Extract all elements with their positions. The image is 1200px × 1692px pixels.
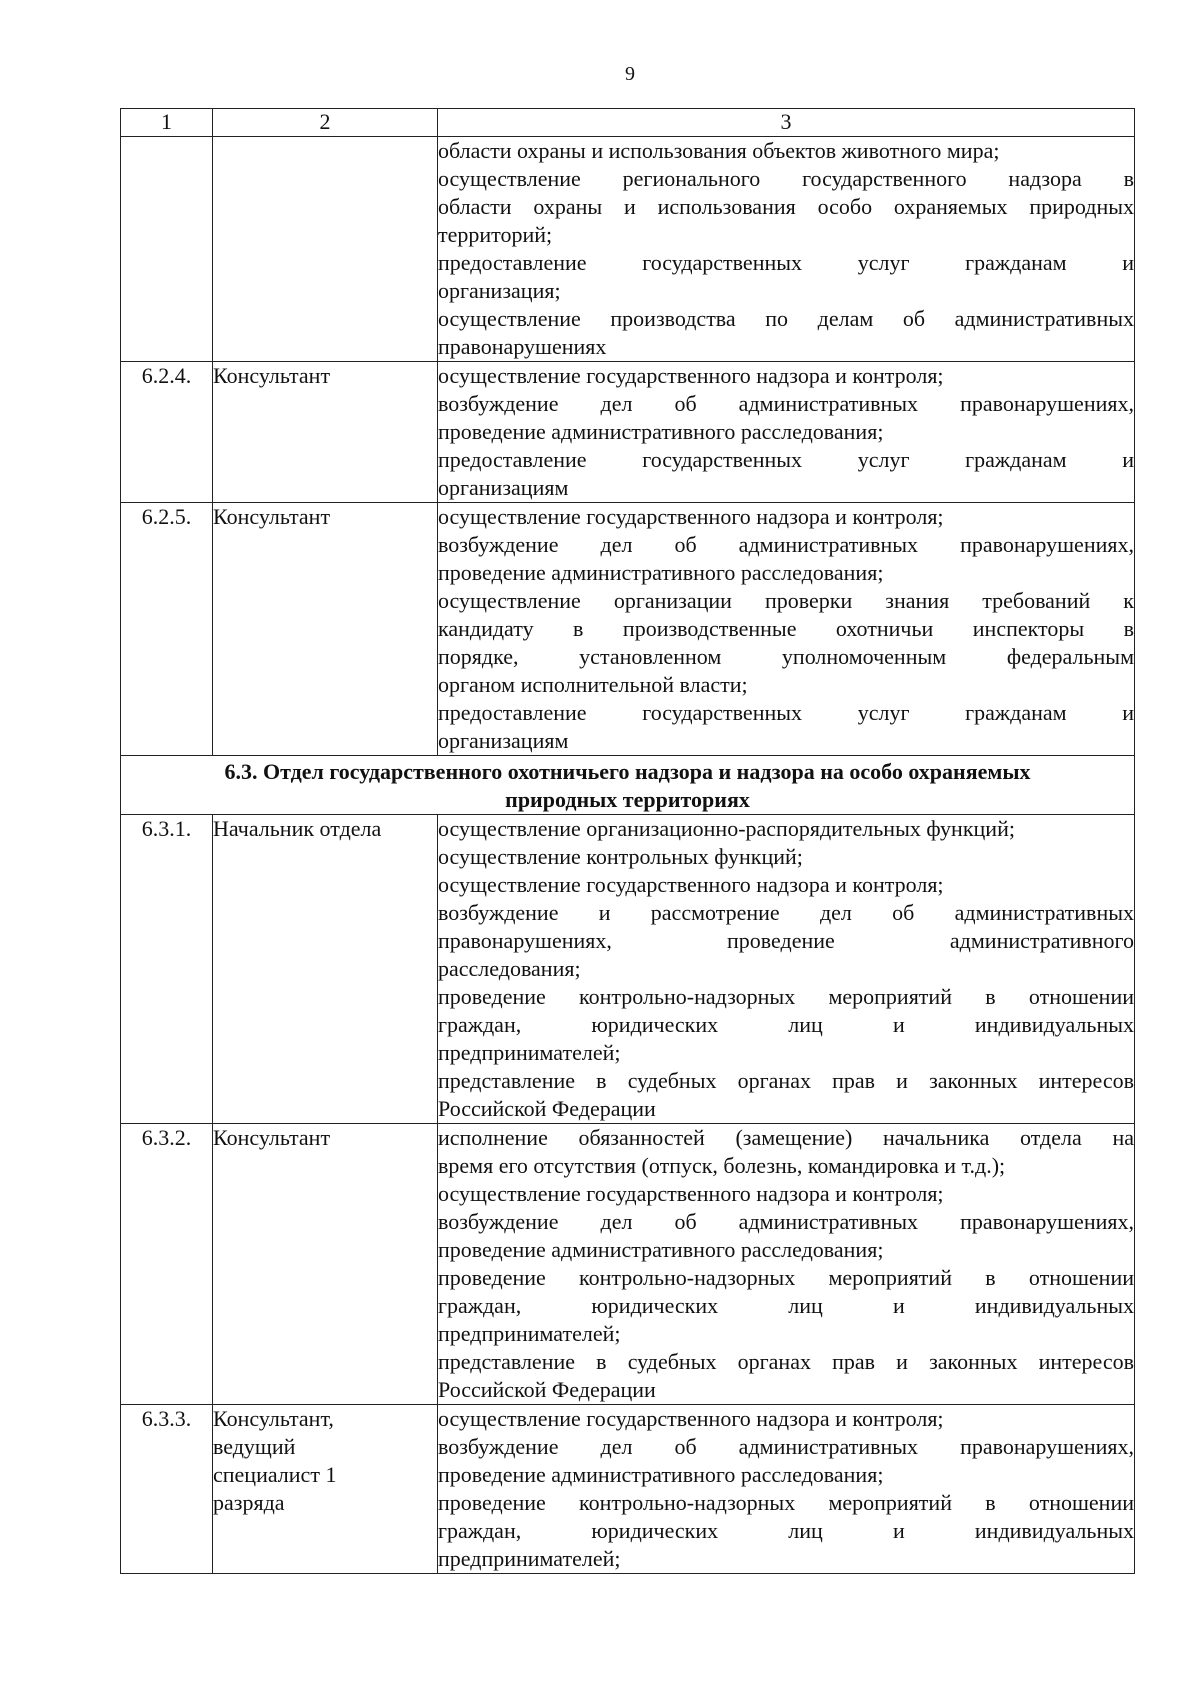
duty-line: органом исполнительной власти;	[438, 672, 748, 697]
duty-line: возбуждение дел об административных правонарушениях,	[438, 1434, 1134, 1459]
duty-line: возбуждение дел об административных правонарушениях,	[438, 391, 1134, 416]
section-heading	[121, 756, 1135, 815]
duty-line: представление в судебных органах прав и законных интересов	[438, 1349, 1134, 1374]
position-title	[213, 1124, 438, 1405]
duty-line: предоставление государственных услуг гражданам и	[438, 250, 1134, 275]
column-header-duties: 3	[438, 109, 1135, 137]
position-title-line: разряда	[213, 1490, 285, 1515]
duty-line: территорий;	[438, 222, 553, 247]
duty-line: представление в судебных органах прав и законных интересов	[438, 1068, 1134, 1093]
position-title	[213, 362, 438, 503]
column-header-position: 2	[213, 109, 438, 137]
duty-line: предпринимателей;	[438, 1321, 621, 1346]
position-title-line: специалист 1	[213, 1462, 337, 1487]
position-title-line: ведущий	[213, 1434, 296, 1459]
table-row	[121, 1405, 1135, 1574]
duty-line: организациям	[438, 728, 569, 753]
row-number: 6.2.4.	[121, 362, 213, 503]
duty-line: предпринимателей;	[438, 1546, 621, 1571]
duty-line: правонарушениях, проведение административного	[438, 928, 1134, 953]
duty-line: граждан, юридических лиц и индивидуальных	[438, 1293, 1134, 1318]
section-heading-line: 6.3. Отдел государственного охотничьего надзора и надзора на особо охраняемых	[224, 759, 1031, 784]
section-heading-line: природных территориях	[505, 787, 750, 812]
duty-line: порядке, установленном уполномоченным федеральным	[438, 644, 1134, 669]
page-number: 9	[625, 63, 635, 85]
duty-line: проведение контрольно-надзорных мероприятий в отношении	[438, 1265, 1134, 1290]
duty-line: правонарушениях	[438, 334, 607, 359]
duties-cell	[438, 362, 1135, 503]
position-title-line: Начальник отдела	[213, 816, 382, 841]
duty-line: проведение административного расследования;	[438, 560, 884, 585]
duty-line: Российской Федерации	[438, 1377, 656, 1402]
duty-line: Российской Федерации	[438, 1096, 656, 1121]
duty-line: предоставление государственных услуг гражданам и	[438, 700, 1134, 725]
position-title	[213, 503, 438, 756]
duty-line: осуществление государственного надзора и контроля;	[438, 872, 944, 897]
duty-line: граждан, юридических лиц и индивидуальных	[438, 1518, 1134, 1543]
duty-line: проведение административного расследования;	[438, 1237, 884, 1262]
duty-line: возбуждение дел об административных правонарушениях,	[438, 532, 1134, 557]
duties-table	[120, 108, 1135, 1574]
duty-line: граждан, юридических лиц и индивидуальных	[438, 1012, 1134, 1037]
section-heading-row	[121, 756, 1135, 815]
duty-line: осуществление государственного надзора и контроля;	[438, 363, 944, 388]
duties-cell	[438, 1405, 1135, 1574]
duty-line: организация;	[438, 278, 561, 303]
duty-line: кандидату в производственные охотничьи инспекторы в	[438, 616, 1134, 641]
duty-line: расследования;	[438, 956, 581, 981]
position-title-line: Консультант,	[213, 1406, 334, 1431]
duty-line: осуществление контрольных функций;	[438, 844, 803, 869]
column-header-number: 1	[121, 109, 213, 137]
duty-line: осуществление организации проверки знания требований к	[438, 588, 1134, 613]
duties-table-body	[121, 109, 1135, 1574]
duty-line: осуществление государственного надзора и контроля;	[438, 504, 944, 529]
duty-line: осуществление производства по делам об административных	[438, 306, 1134, 331]
duty-line: области охраны и использования объектов животного мира;	[438, 138, 1000, 163]
duty-line: осуществление государственного надзора и контроля;	[438, 1406, 944, 1431]
duty-line: проведение контрольно-надзорных мероприятий в отношении	[438, 984, 1134, 1009]
duties-cell	[438, 815, 1135, 1124]
position-title-line: Консультант	[213, 363, 331, 388]
duty-line: осуществление государственного надзора и контроля;	[438, 1181, 944, 1206]
table-header-row	[121, 109, 1135, 137]
duty-line: предпринимателей;	[438, 1040, 621, 1065]
duty-line: предоставление государственных услуг гражданам и	[438, 447, 1134, 472]
row-number: 6.3.3.	[121, 1405, 213, 1574]
table-row	[121, 503, 1135, 756]
table-row	[121, 362, 1135, 503]
row-number: 6.2.5.	[121, 503, 213, 756]
position-title-line: Консультант	[213, 504, 331, 529]
duty-line: исполнение обязанностей (замещение) начальника отдела на	[438, 1125, 1134, 1150]
row-number: 6.3.2.	[121, 1124, 213, 1405]
position-title	[213, 137, 438, 362]
table-row	[121, 1124, 1135, 1405]
duties-cell	[438, 137, 1135, 362]
table-row	[121, 137, 1135, 362]
duty-line: возбуждение дел об административных правонарушениях,	[438, 1209, 1134, 1234]
duty-line: возбуждение и рассмотрение дел об административных	[438, 900, 1134, 925]
duties-cell	[438, 1124, 1135, 1405]
duties-cell	[438, 503, 1135, 756]
row-number: 6.3.1.	[121, 815, 213, 1124]
position-title	[213, 1405, 438, 1574]
position-title-line: Консультант	[213, 1125, 331, 1150]
position-title	[213, 815, 438, 1124]
table-row	[121, 815, 1135, 1124]
duty-line: проведение контрольно-надзорных мероприятий в отношении	[438, 1490, 1134, 1515]
duty-line: проведение административного расследования;	[438, 419, 884, 444]
row-number	[121, 137, 213, 362]
duty-line: области охраны и использования особо охраняемых природных	[438, 194, 1134, 219]
duty-line: организациям	[438, 475, 569, 500]
duty-line: осуществление регионального государственного надзора в	[438, 166, 1134, 191]
duty-line: время его отсутствия (отпуск, болезнь, командировка и т.д.);	[438, 1153, 1006, 1178]
duty-line: осуществление организационно-распорядительных функций;	[438, 816, 1015, 841]
duty-line: проведение административного расследования;	[438, 1462, 884, 1487]
